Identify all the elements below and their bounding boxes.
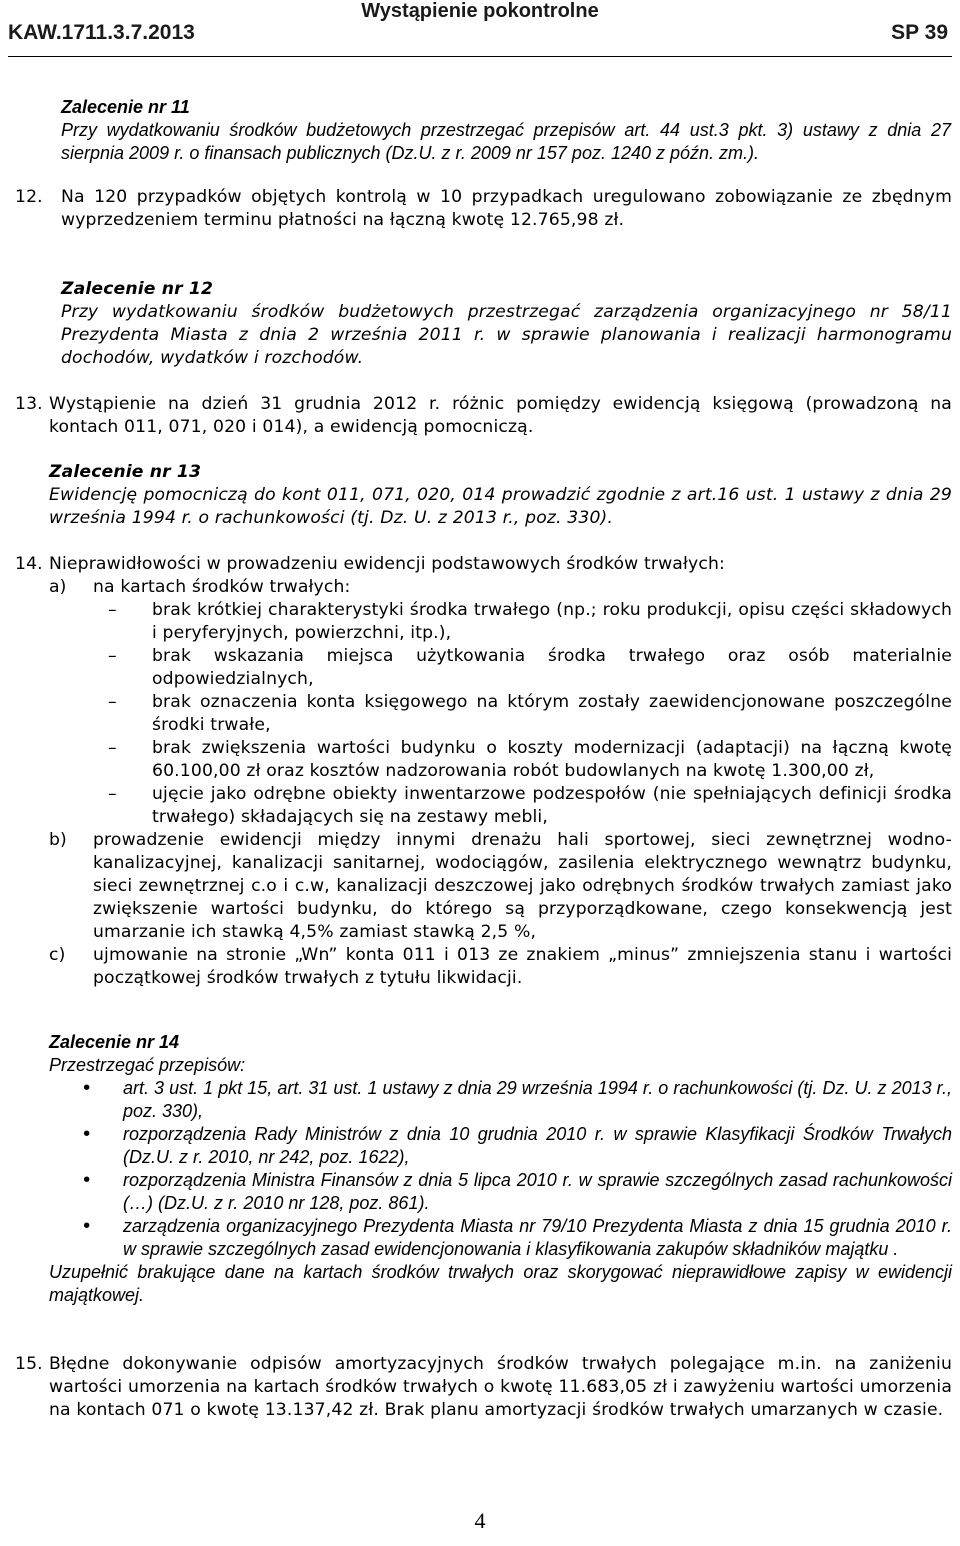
recommendation-14-intro: Przestrzegać przepisów: xyxy=(49,1055,246,1075)
dash-item: – brak oznaczenia konta księgowego na którym zostały zaewidencjonowane poszczególne środki trwałe, xyxy=(108,692,952,735)
finding-13-number: 13. xyxy=(15,394,43,414)
bullet-marker: • xyxy=(83,1215,91,1237)
finding-14-text: Nieprawidłowości w prowadzeniu ewidencji podstawowych środków trwałych: xyxy=(49,554,725,574)
dash-marker: – xyxy=(108,738,117,758)
bullet-marker: • xyxy=(83,1077,91,1099)
dash-item: – brak wskazania miejsca użytkowania środka trwałego oraz osób materialnie odpowiedzialnych, xyxy=(108,646,952,689)
recommendation-12 xyxy=(61,278,952,370)
recommendation-14-title: Zalecenie nr 14 xyxy=(49,1032,180,1052)
header-school: SP 39 xyxy=(891,21,948,44)
dash-marker: – xyxy=(108,646,117,666)
list-item: • zarządzenia organizacyjnego Prezydenta Miasta nr 79/10 Prezydenta Miasta z dnia 15 grudnia 2010 r. w sprawie szczególnych zasad ewidencjonowania i klasyfikowania zakupów składników majątku . xyxy=(83,1215,952,1259)
page-header xyxy=(0,0,960,56)
item-b-label: b) xyxy=(49,830,67,850)
finding-14-number: 14. xyxy=(15,554,43,574)
recommendation-14 xyxy=(49,1031,952,1307)
recommendation-14-outro: Uzupełnić brakujące dane na kartach środków trwałych oraz skorygować nieprawidłowe zapisy w ewidencji majątkowej. xyxy=(49,1262,952,1305)
recommendation-12-title: Zalecenie nr 12 xyxy=(61,279,214,299)
list-item: • rozporządzenia Rady Ministrów z dnia 10 grudnia 2010 r. w sprawie Klasyfikacji Środków Trwałych (Dz.U. z r. 2010, nr 242, poz. 1622), xyxy=(83,1123,952,1167)
recommendation-11-text: Przy wydatkowaniu środków budżetowych przestrzegać przepisów art. 44 ust.3 pkt. 3) ustawy z dnia 27 sierpnia 2009 r. o finansach publicznych (Dz.U. z r. 2009 nr 157 poz. 1240 z późn. zm.). xyxy=(61,120,951,163)
finding-14-item-a xyxy=(49,576,952,599)
dash-item: – brak krótkiej charakterystyki środka trwałego (np.; roku produkcji, opisu części składowych i peryferyjnych, powierzchni, itp.), xyxy=(108,600,952,643)
finding-12 xyxy=(15,186,952,232)
item-a-label: a) xyxy=(49,577,67,597)
dash-item: – brak zwiększenia wartości budynku o koszty modernizacji (adaptacji) na łączną kwotę 60.100,00 zł oraz kosztów nadzorowania robót budowlanych na kwotę 1.300,00 zł, xyxy=(108,738,952,781)
finding-15 xyxy=(15,1353,952,1422)
item-c-label: c) xyxy=(49,945,66,965)
finding-14 xyxy=(15,553,952,990)
finding-14-item-c xyxy=(49,944,952,990)
recommendation-11-title: Zalecenie nr 11 xyxy=(61,97,190,117)
finding-15-number: 15. xyxy=(15,1354,43,1374)
recommendation-13 xyxy=(49,461,952,530)
finding-12-text: Na 120 przypadków objętych kontrolą w 10 przypadkach uregulowano zobowiązanie ze zbędnym wyprzedzeniem terminu płatności na łączną kwotę 12.765,98 zł. xyxy=(61,187,952,230)
dash-marker: – xyxy=(108,600,117,620)
item-a-text: na kartach środków trwałych: xyxy=(93,577,351,597)
recommendation-11 xyxy=(61,96,951,165)
item-b-text: prowadzenie ewidencji między innymi drenażu hali sportowej, sieci zewnętrznej wodno-kanalizacyjnej, kanalizacji sanitarnej, wodociągów, zasilenia elektrycznego wewnątrz budynku, sieci zewnętrznej c.o i c.w, kanalizacji deszczowej jako odrębnych środków trwałych zamiast jako zwiększenie wartości budynku, do którego są przyporządkowane, czego konsekwencją jest umarzanie ich stawką 4,5% zamiast stawką 2,5 %, xyxy=(93,830,952,942)
regulations-list xyxy=(49,1077,952,1261)
recommendation-13-text: Ewidencję pomocniczą do kont 011, 071, 020, 014 prowadzić zgodnie z art.16 ust. 1 ustawy z dnia 29 września 1994 r. o rachunkowości (tj. Dz. U. z 2013 r., poz. 330). xyxy=(49,485,952,528)
finding-15-text: Błędne dokonywanie odpisów amortyzacyjnych środków trwałych polegające m.in. na zaniżeniu wartości umorzenia na kartach środków trwałych o kwotę 11.683,05 zł i zawyżeniu wartości umorzenia na kontach 071 o kwotę 13.137,42 zł. Brak planu amortyzacji środków trwałych umarzanych w czasie. xyxy=(49,1354,952,1420)
header-case-number: KAW.1711.3.7.2013 xyxy=(8,21,195,44)
header-title: Wystąpienie pokontrolne xyxy=(361,0,599,22)
finding-13 xyxy=(15,393,952,439)
dash-list xyxy=(49,599,952,829)
page-number: 4 xyxy=(474,1508,486,1533)
finding-13-text: Wystąpienie na dzień 31 grudnia 2012 r. różnic pomiędzy ewidencją księgową (prowadzoną na kontach 011, 071, 020 i 014), a ewidencją pomocniczą. xyxy=(49,394,952,437)
header-rule xyxy=(8,56,952,57)
dash-item: – ujęcie jako odrębne obiekty inwentarzowe podzespołów (nie spełniających definicji środka trwałego) składających się na zestawy mebli, xyxy=(108,784,952,827)
recommendation-12-text: Przy wydatkowaniu środków budżetowych przestrzegać zarządzenia organizacyjnego nr 58/11 Prezydenta Miasta z dnia 2 września 2011 r. w sprawie planowania i realizacji harmonogramu dochodów, wydatków i rozchodów. xyxy=(61,302,952,368)
item-c-text: ujmowanie na stronie „Wn” konta 011 i 013 ze znakiem „minus” zmniejszenia stanu i wartości początkowej środków trwałych z tytułu likwidacji. xyxy=(93,945,952,988)
list-item: • art. 3 ust. 1 pkt 15, art. 31 ust. 1 ustawy z dnia 29 września 1994 r. o rachunkowości (tj. Dz. U. z 2013 r., poz. 330), xyxy=(83,1077,952,1121)
bullet-marker: • xyxy=(83,1169,91,1191)
finding-14-item-b xyxy=(49,829,952,944)
bullet-marker: • xyxy=(83,1123,91,1145)
dash-marker: – xyxy=(108,784,117,804)
recommendation-13-title: Zalecenie nr 13 xyxy=(49,462,202,482)
finding-12-number: 12. xyxy=(15,187,43,207)
dash-marker: – xyxy=(108,692,117,712)
list-item: • rozporządzenia Ministra Finansów z dnia 5 lipca 2010 r. w sprawie szczególnych zasad rachunkowości (…) (Dz.U. z r. 2010 nr 128, poz. 861). xyxy=(83,1169,952,1213)
